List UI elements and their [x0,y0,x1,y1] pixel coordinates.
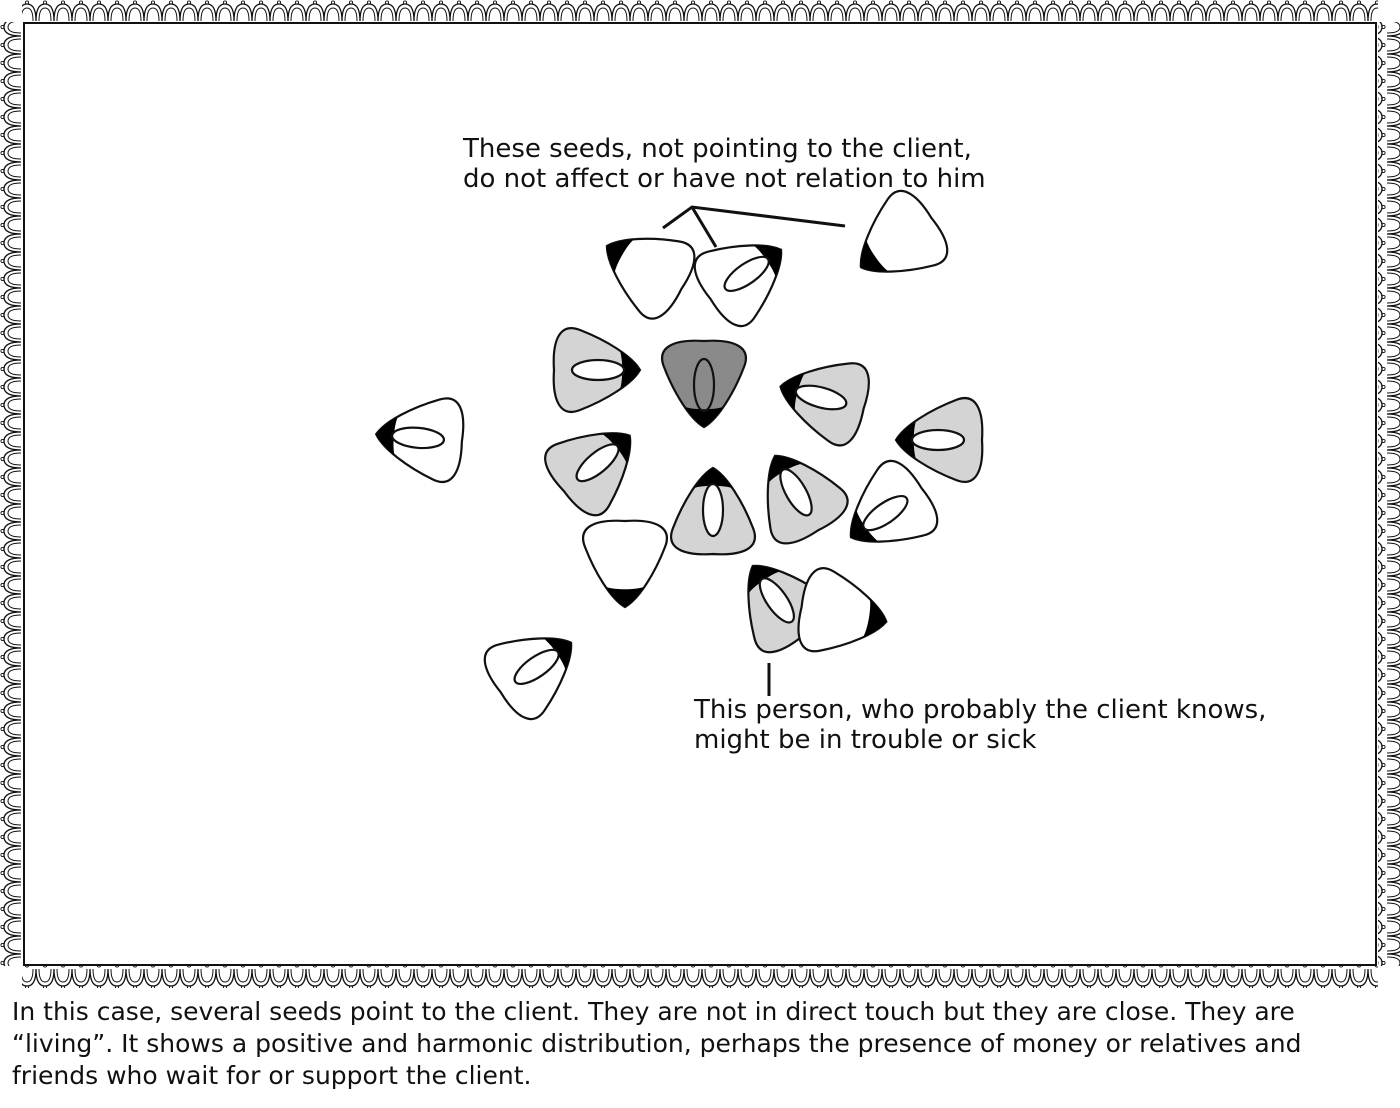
caption-line-3: friends who wait for or support the client. [12,1061,532,1090]
annotation-top-line-1: These seeds, not pointing to the client, [463,134,972,164]
caption-line-1: In this case, several seeds point to the client. They are not in direct touch but they are close. They are [12,997,1295,1026]
annotation-troubled-person [694,695,1266,755]
seed-gray-far-right-germ [912,430,964,450]
seed-gray-center-germ [703,484,723,536]
annotation-unrelated-seeds [463,134,986,194]
annotation-bottom-line-2: might be in trouble or sick [694,725,1037,755]
annotation-top-line-2: do not affect or have not relation to him [463,164,986,194]
seed-client-germ [694,359,714,411]
seed-gray-upper-left-germ [572,360,624,380]
caption-line-2: “living”. It shows a positive and harmonic distribution, perhaps the presence of money or relatives and [12,1029,1302,1058]
caption [12,996,1392,1092]
annotation-bottom-line-1: This person, who probably the client knows, [694,695,1267,725]
